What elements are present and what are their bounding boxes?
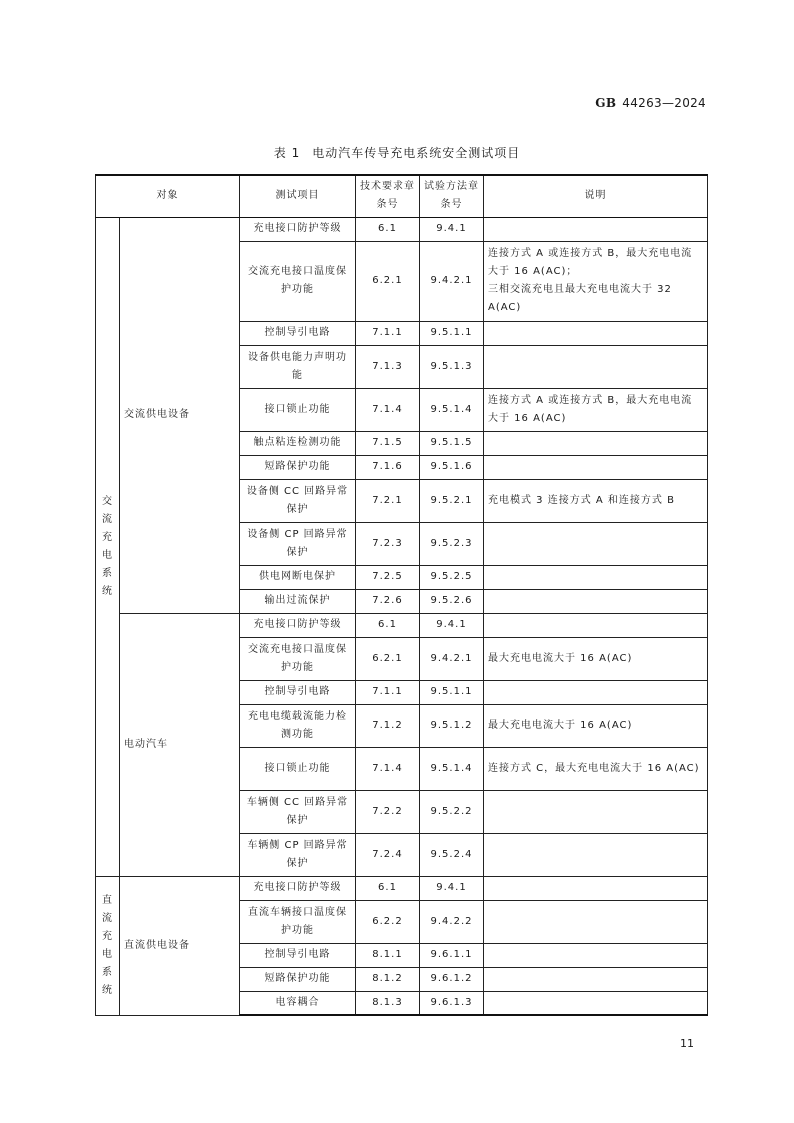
note-cell <box>484 967 708 991</box>
test-item-cell: 短路保护功能 <box>240 967 356 991</box>
requirement-clause-cell: 7.1.1 <box>356 321 420 345</box>
note-cell: 连接方式 A 或连接方式 B，最大充电电流大于 16 A(AC) <box>484 388 708 431</box>
method-clause-cell: 9.5.1.5 <box>420 431 484 455</box>
group-label-char: 系 <box>102 567 113 579</box>
test-item-cell: 充电接口防护等级 <box>240 876 356 900</box>
requirement-clause-cell: 7.2.5 <box>356 565 420 589</box>
requirement-clause-cell: 7.1.3 <box>356 345 420 388</box>
requirement-clause-cell: 6.1 <box>356 876 420 900</box>
header-object: 对象 <box>96 175 240 217</box>
subgroup-label-ac_supply: 交流供电设备 <box>120 217 240 613</box>
table-title: 电动汽车传导充电系统安全测试项目 <box>312 146 521 160</box>
test-item-cell: 控制导引电路 <box>240 680 356 704</box>
note-cell <box>484 680 708 704</box>
group-label-char: 电 <box>102 549 113 561</box>
note-cell <box>484 345 708 388</box>
method-clause-cell: 9.5.2.1 <box>420 479 484 522</box>
test-item-cell: 输出过流保护 <box>240 589 356 613</box>
test-item-cell: 电容耦合 <box>240 991 356 1015</box>
requirement-clause-cell: 6.2.1 <box>356 241 420 321</box>
table-caption <box>0 144 794 161</box>
test-item-cell: 接口锁止功能 <box>240 747 356 790</box>
test-item-cell: 设备侧 CP 回路异常保护 <box>240 522 356 565</box>
method-clause-cell: 9.5.1.4 <box>420 747 484 790</box>
group-label-char: 电 <box>102 948 113 960</box>
group-label-char: 统 <box>102 585 113 597</box>
note-cell: 充电模式 3 连接方式 A 和连接方式 B <box>484 479 708 522</box>
note-cell <box>484 991 708 1015</box>
method-clause-cell: 9.4.2.1 <box>420 241 484 321</box>
requirement-clause-cell: 7.2.3 <box>356 522 420 565</box>
note-cell <box>484 900 708 943</box>
requirement-clause-cell: 6.2.1 <box>356 637 420 680</box>
header-note: 说明 <box>484 175 708 217</box>
table-row <box>96 217 708 241</box>
table-row <box>96 613 708 637</box>
note-cell <box>484 455 708 479</box>
test-item-cell: 直流车辆接口温度保护功能 <box>240 900 356 943</box>
test-item-cell: 触点粘连检测功能 <box>240 431 356 455</box>
method-clause-cell: 9.5.2.5 <box>420 565 484 589</box>
requirement-clause-cell: 7.2.4 <box>356 833 420 876</box>
standard-prefix: GB <box>595 96 617 110</box>
requirement-clause-cell: 6.1 <box>356 217 420 241</box>
note-cell <box>484 943 708 967</box>
subgroup-label-ev: 电动汽车 <box>120 613 240 876</box>
header-method-clause: 试验方法章条号 <box>420 175 484 217</box>
table-body <box>96 217 708 1015</box>
table-row <box>96 876 708 900</box>
test-item-cell: 控制导引电路 <box>240 321 356 345</box>
test-item-cell: 交流充电接口温度保护功能 <box>240 241 356 321</box>
group-label-char: 充 <box>102 531 113 543</box>
group-label-char: 系 <box>102 966 113 978</box>
requirement-clause-cell: 7.1.5 <box>356 431 420 455</box>
requirement-clause-cell: 8.1.2 <box>356 967 420 991</box>
requirement-clause-cell: 7.1.6 <box>356 455 420 479</box>
method-clause-cell: 9.4.1 <box>420 876 484 900</box>
group-label-char: 直 <box>102 894 113 906</box>
requirement-clause-cell: 7.1.4 <box>356 747 420 790</box>
method-clause-cell: 9.5.2.4 <box>420 833 484 876</box>
note-cell <box>484 321 708 345</box>
method-clause-cell: 9.5.1.1 <box>420 680 484 704</box>
note-cell <box>484 833 708 876</box>
method-clause-cell: 9.5.2.6 <box>420 589 484 613</box>
test-item-cell: 充电接口防护等级 <box>240 613 356 637</box>
note-cell <box>484 589 708 613</box>
group-label-char: 交 <box>102 495 113 507</box>
group-label-ac <box>96 217 120 876</box>
note-cell: 最大充电电流大于 16 A(AC) <box>484 637 708 680</box>
requirement-clause-cell: 7.2.6 <box>356 589 420 613</box>
test-item-cell: 充电电缆载流能力检测功能 <box>240 704 356 747</box>
note-cell: 连接方式 C，最大充电电流大于 16 A(AC) <box>484 747 708 790</box>
test-item-cell: 供电网断电保护 <box>240 565 356 589</box>
method-clause-cell: 9.5.1.2 <box>420 704 484 747</box>
subgroup-label-dc_supply: 直流供电设备 <box>120 876 240 1015</box>
method-clause-cell: 9.5.2.2 <box>420 790 484 833</box>
page-number: 11 <box>680 1037 694 1050</box>
note-cell <box>484 565 708 589</box>
note-cell <box>484 876 708 900</box>
test-item-cell: 设备侧 CC 回路异常保护 <box>240 479 356 522</box>
method-clause-cell: 9.5.1.6 <box>420 455 484 479</box>
note-cell: 最大充电电流大于 16 A(AC) <box>484 704 708 747</box>
table-number: 表 1 <box>273 146 301 160</box>
requirement-clause-cell: 6.2.2 <box>356 900 420 943</box>
requirement-clause-cell: 7.1.2 <box>356 704 420 747</box>
requirement-clause-cell: 8.1.1 <box>356 943 420 967</box>
group-label-char: 充 <box>102 930 113 942</box>
note-cell <box>484 613 708 637</box>
note-cell <box>484 431 708 455</box>
group-label-char: 流 <box>102 513 113 525</box>
group-label-char: 统 <box>102 984 113 996</box>
group-label-char: 流 <box>102 912 113 924</box>
method-clause-cell: 9.4.2.2 <box>420 900 484 943</box>
table-header-row <box>96 175 708 217</box>
method-clause-cell: 9.4.2.1 <box>420 637 484 680</box>
note-cell <box>484 217 708 241</box>
test-item-cell: 车辆侧 CC 回路异常保护 <box>240 790 356 833</box>
method-clause-cell: 9.5.1.4 <box>420 388 484 431</box>
test-item-cell: 车辆侧 CP 回路异常保护 <box>240 833 356 876</box>
note-cell: 连接方式 A 或连接方式 B，最大充电电流大于 16 A(AC)； 三相交流充电且最大充电电流大于 32 A(AC) <box>484 241 708 321</box>
method-clause-cell: 9.6.1.3 <box>420 991 484 1015</box>
group-label-dc <box>96 876 120 1015</box>
method-clause-cell: 9.6.1.2 <box>420 967 484 991</box>
method-clause-cell: 9.4.1 <box>420 613 484 637</box>
requirement-clause-cell: 7.1.1 <box>356 680 420 704</box>
test-item-cell: 控制导引电路 <box>240 943 356 967</box>
standard-number: 44263—2024 <box>622 96 706 110</box>
note-cell <box>484 522 708 565</box>
header-requirement-clause: 技术要求章条号 <box>356 175 420 217</box>
method-clause-cell: 9.5.2.3 <box>420 522 484 565</box>
note-cell <box>484 790 708 833</box>
test-item-cell: 设备供电能力声明功能 <box>240 345 356 388</box>
requirement-clause-cell: 7.2.1 <box>356 479 420 522</box>
test-item-cell: 充电接口防护等级 <box>240 217 356 241</box>
test-item-cell: 短路保护功能 <box>240 455 356 479</box>
requirement-clause-cell: 6.1 <box>356 613 420 637</box>
header-test-item: 测试项目 <box>240 175 356 217</box>
test-item-cell: 接口锁止功能 <box>240 388 356 431</box>
requirement-clause-cell: 8.1.3 <box>356 991 420 1015</box>
method-clause-cell: 9.6.1.1 <box>420 943 484 967</box>
standard-code <box>595 96 706 110</box>
test-item-cell: 交流充电接口温度保护功能 <box>240 637 356 680</box>
method-clause-cell: 9.5.1.3 <box>420 345 484 388</box>
method-clause-cell: 9.5.1.1 <box>420 321 484 345</box>
safety-test-items-table <box>95 174 708 1016</box>
requirement-clause-cell: 7.1.4 <box>356 388 420 431</box>
requirement-clause-cell: 7.2.2 <box>356 790 420 833</box>
method-clause-cell: 9.4.1 <box>420 217 484 241</box>
